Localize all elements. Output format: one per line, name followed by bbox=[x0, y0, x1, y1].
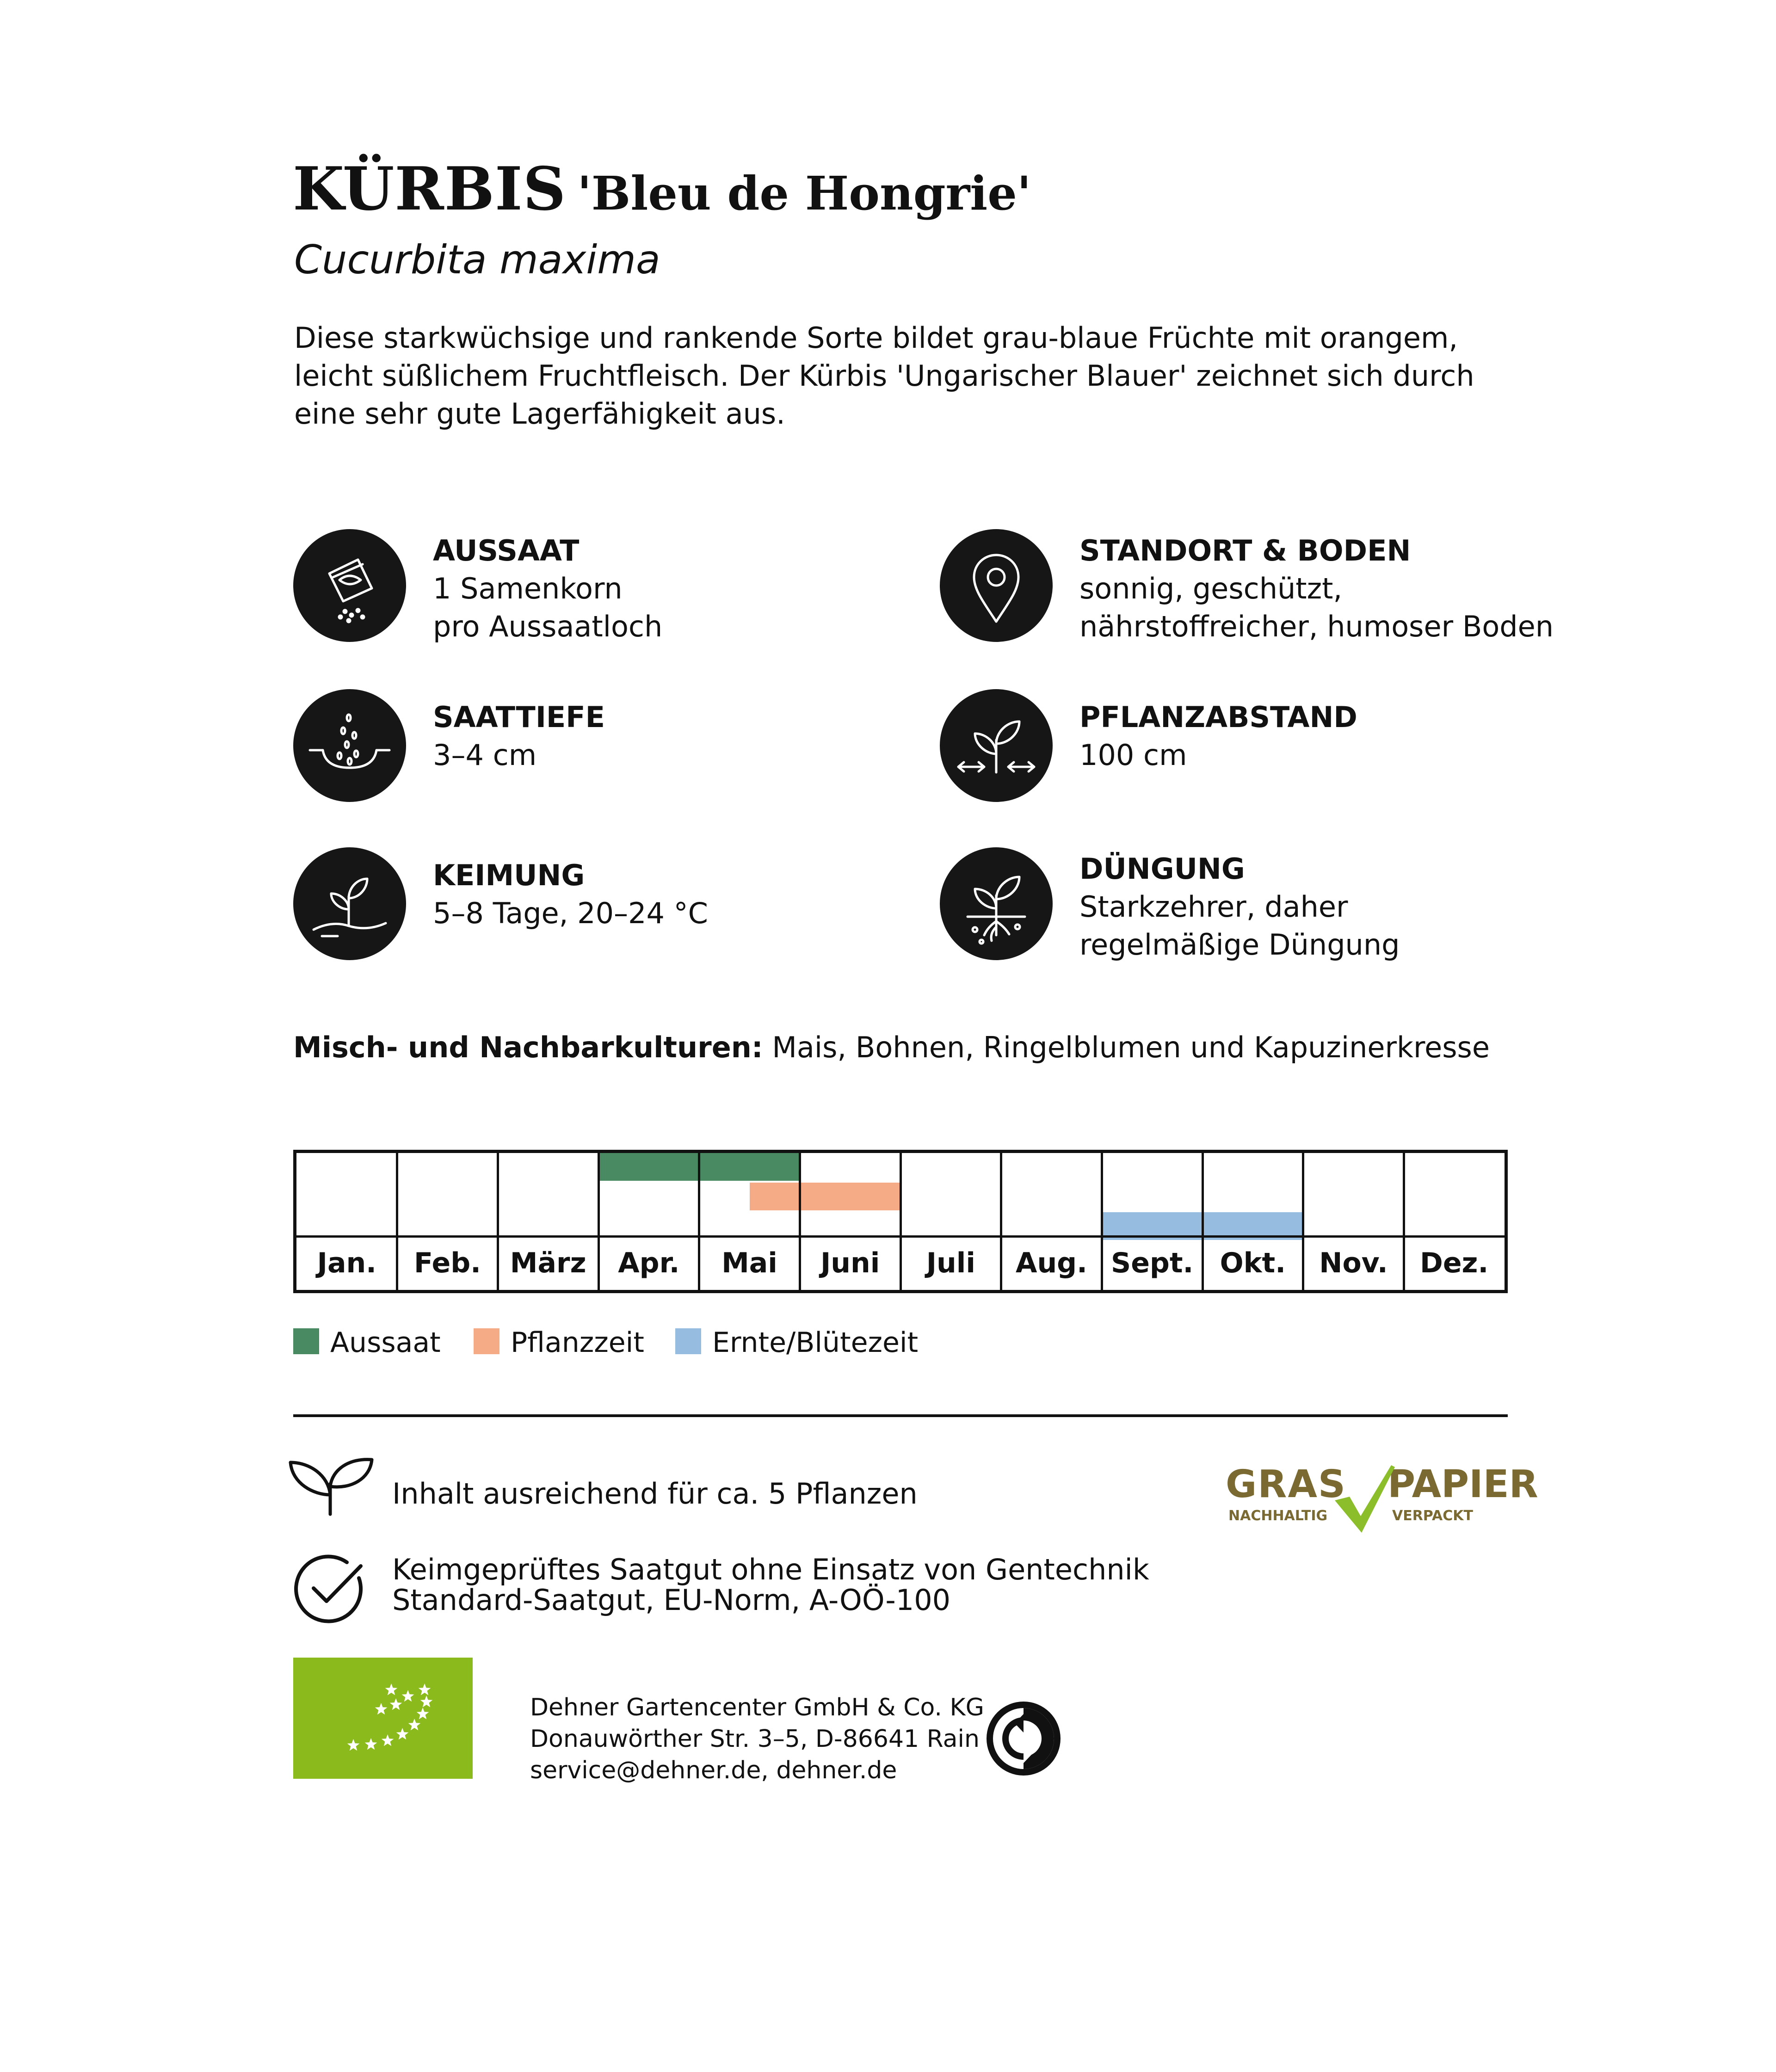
calendar-month-label: Sept. bbox=[1110, 1247, 1194, 1279]
standort-label: STANDORT & BODEN bbox=[1079, 534, 1411, 567]
legend-swatch-pflanzzeit bbox=[474, 1328, 500, 1354]
pflanzabstand-label: PFLANZABSTAND bbox=[1079, 700, 1357, 734]
leaves-icon bbox=[286, 1444, 378, 1518]
calendar-month-label: Nov. bbox=[1319, 1247, 1388, 1279]
eu-star-icon bbox=[396, 1728, 409, 1739]
quality-line-2: Standard-Saatgut, EU-Norm, A-OÖ-100 bbox=[392, 1583, 951, 1617]
calendar-month bbox=[1202, 1153, 1303, 1290]
calendar-column-line bbox=[1302, 1153, 1304, 1290]
plant-spacing-icon bbox=[940, 689, 1053, 802]
legend-swatch-ernte bbox=[675, 1328, 701, 1354]
calendar-month-label: Juli bbox=[926, 1247, 975, 1279]
calendar-month bbox=[1102, 1153, 1202, 1290]
calendar-month-label: Feb. bbox=[413, 1247, 481, 1279]
quality-line-1: Keimgeprüftes Saatgut ohne Einsatz von Gentechnik bbox=[392, 1553, 1149, 1586]
calendar-column-line bbox=[497, 1153, 499, 1290]
eu-star-icon bbox=[365, 1738, 377, 1750]
legend-aussaat bbox=[293, 1326, 441, 1359]
calendar-month bbox=[598, 1153, 699, 1290]
eu-star-icon bbox=[408, 1719, 421, 1730]
calendar-month-label: Apr. bbox=[618, 1247, 680, 1279]
calendar-month-label: Mai bbox=[722, 1247, 777, 1279]
aussaat-line1: 1 Samenkorn bbox=[433, 572, 623, 605]
calendar-column-line bbox=[900, 1153, 902, 1290]
keimung-line1: 5–8 Tage, 20–24 °C bbox=[433, 896, 708, 930]
sprout-icon bbox=[293, 847, 406, 960]
calendar-month bbox=[1303, 1153, 1404, 1290]
eu-star-icon bbox=[420, 1696, 433, 1707]
eu-star-icon bbox=[347, 1739, 360, 1751]
calendar-month bbox=[1001, 1153, 1102, 1290]
saattiefe-label: SAATTIEFE bbox=[433, 700, 605, 734]
companion-plants bbox=[293, 1030, 1490, 1064]
product-title bbox=[293, 154, 1031, 224]
product-name: KÜRBIS bbox=[293, 154, 567, 224]
company-name: Dehner Gartencenter GmbH & Co. KG bbox=[530, 1694, 984, 1721]
checkmark-circle-icon bbox=[291, 1550, 367, 1626]
duengung-label: DÜNGUNG bbox=[1079, 852, 1245, 886]
verpackt-word: VERPACKT bbox=[1392, 1508, 1473, 1524]
calendar-month-label: Dez. bbox=[1420, 1247, 1489, 1279]
legend-ernte-label: Ernte/Blütezeit bbox=[712, 1326, 919, 1359]
pflanzabstand-line1: 100 cm bbox=[1079, 738, 1187, 772]
green-dot-icon bbox=[984, 1699, 1063, 1778]
company-address: Donauwörther Str. 3–5, D-86641 Rain bbox=[530, 1725, 980, 1753]
calendar-month-label: März bbox=[510, 1247, 586, 1279]
gras-word: GRAS bbox=[1226, 1462, 1346, 1506]
calendar-column-line bbox=[396, 1153, 398, 1290]
companion-label: Misch- und Nachbarkulturen: bbox=[293, 1030, 763, 1064]
legend-pflanzzeit-label: Pflanzzeit bbox=[511, 1326, 644, 1359]
aussaat-line2: pro Aussaatloch bbox=[433, 610, 663, 643]
fertilizer-plant-icon bbox=[940, 847, 1053, 960]
calendar-month-label: Aug. bbox=[1016, 1247, 1087, 1279]
eu-organic-logo bbox=[293, 1658, 473, 1779]
location-pin-icon bbox=[940, 529, 1053, 642]
content-info: Inhalt ausreichend für ca. 5 Pflanzen bbox=[392, 1477, 918, 1511]
calendar-column-line bbox=[1403, 1153, 1405, 1290]
calendar-month-label: Jan. bbox=[317, 1247, 376, 1279]
aussaat-label: AUSSAAT bbox=[433, 534, 580, 567]
calendar-column-line bbox=[1202, 1153, 1204, 1290]
legend-swatch-aussaat bbox=[293, 1328, 319, 1354]
legend-aussaat-label: Aussaat bbox=[330, 1326, 441, 1359]
legend-ernte bbox=[675, 1326, 918, 1359]
nachhaltig-word: NACHHALTIG bbox=[1228, 1508, 1328, 1524]
calendar-month bbox=[800, 1153, 900, 1290]
duengung-line1: Starkzehrer, daher bbox=[1079, 890, 1348, 924]
sowing-calendar bbox=[293, 1150, 1508, 1293]
section-divider bbox=[293, 1414, 1508, 1417]
companion-value: Mais, Bohnen, Ringelblumen und Kapuzinerkresse bbox=[763, 1030, 1490, 1064]
calendar-column-line bbox=[698, 1153, 700, 1290]
eu-star-icon bbox=[390, 1698, 402, 1710]
calendar-month bbox=[397, 1153, 498, 1290]
company-contact: service@dehner.de, dehner.de bbox=[530, 1757, 897, 1784]
saattiefe-line1: 3–4 cm bbox=[433, 738, 537, 772]
standort-line2: nährstoffreicher, humoser Boden bbox=[1079, 610, 1554, 643]
calendar-month bbox=[498, 1153, 598, 1290]
legend-pflanzzeit bbox=[474, 1326, 644, 1359]
calendar-column-line bbox=[598, 1153, 600, 1290]
papier-word: PAPIER bbox=[1388, 1462, 1538, 1506]
eu-star-icon bbox=[382, 1734, 394, 1746]
checkmark-logo-icon bbox=[1331, 1462, 1396, 1536]
calendar-month bbox=[900, 1153, 1001, 1290]
product-variety: 'Bleu de Hongrie' bbox=[577, 166, 1031, 221]
calendar-month bbox=[296, 1153, 397, 1290]
eu-star-icon bbox=[385, 1684, 398, 1695]
calendar-month-label: Okt. bbox=[1220, 1247, 1286, 1279]
eu-star-icon bbox=[402, 1690, 414, 1702]
company-info bbox=[530, 1692, 984, 1786]
seed-packet-icon bbox=[293, 529, 406, 642]
calendar-month bbox=[1404, 1153, 1505, 1290]
keimung-label: KEIMUNG bbox=[433, 858, 585, 892]
eu-star-icon bbox=[417, 1708, 429, 1719]
calendar-month-label: Juni bbox=[820, 1247, 880, 1279]
eu-star-icon bbox=[375, 1703, 388, 1714]
calendar-column-line bbox=[1000, 1153, 1002, 1290]
product-description: Diese starkwüchsige und rankende Sorte bildet grau-blaue Früchte mit orangem, leicht süßlichem Fruchtfleisch. Der Kürbis 'Ungarischer Blauer' zeichnet sich durch eine sehr gute Lagerfähigkeit aus. bbox=[294, 321, 1474, 431]
graspapier-logo bbox=[1226, 1462, 1538, 1536]
latin-name: Cucurbita maxima bbox=[294, 237, 660, 283]
calendar-month bbox=[699, 1153, 800, 1290]
standort-line1: sonnig, geschützt, bbox=[1079, 572, 1343, 605]
calendar-column-line bbox=[1101, 1153, 1103, 1290]
seed-depth-icon bbox=[293, 689, 406, 802]
duengung-line2: regelmäßige Düngung bbox=[1079, 928, 1400, 962]
calendar-column-line bbox=[799, 1153, 801, 1290]
eu-star-icon bbox=[419, 1684, 431, 1695]
